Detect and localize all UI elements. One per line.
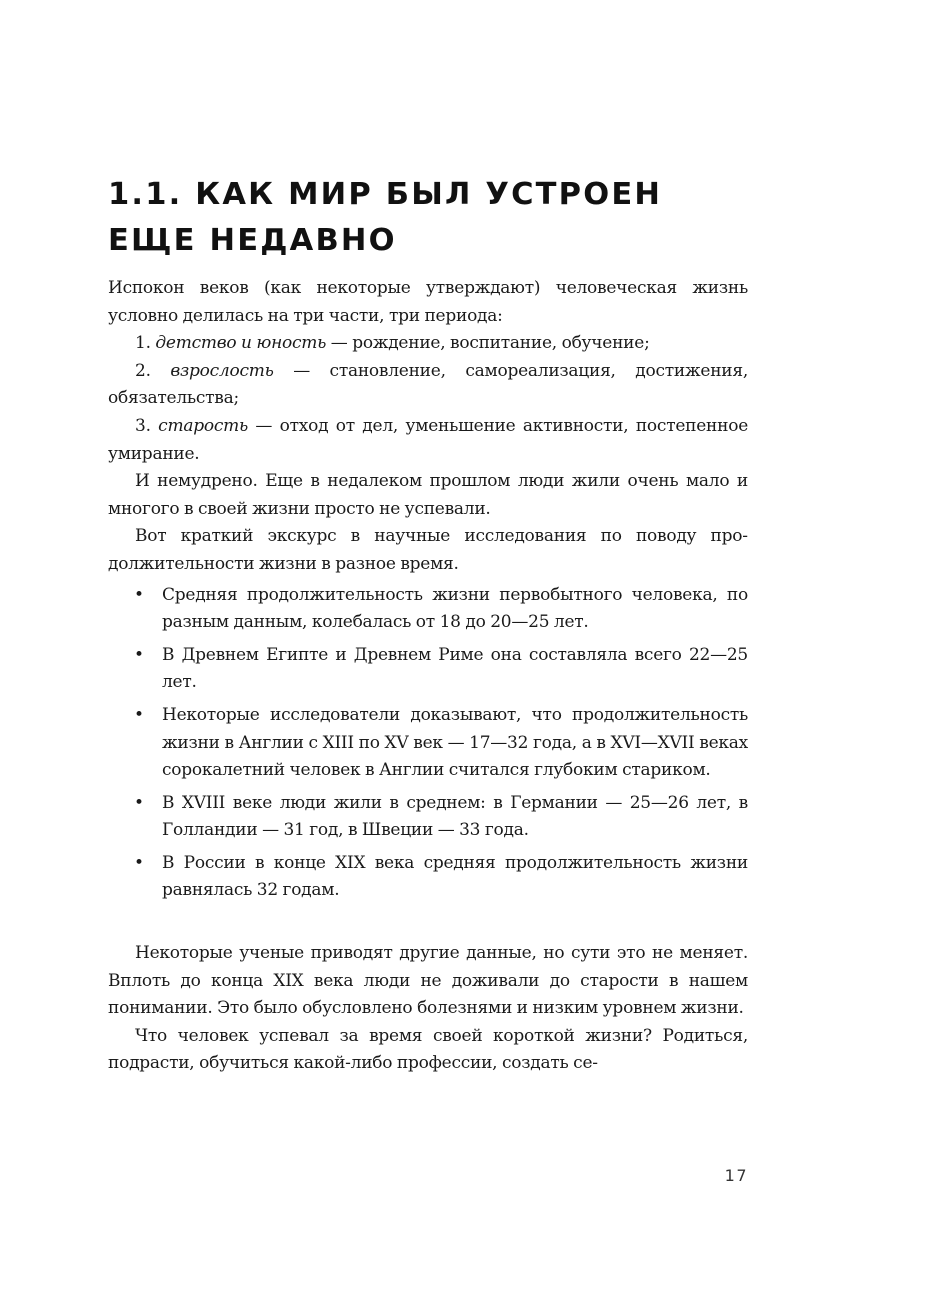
bullet-text: Некоторые исследователи доказывают, что продолжительность жизни в Англии с XIII по XV век — 17—32 года, а в XVI—XVII веках сорокалетний человек в Англии считался глубоким стариком. [162, 704, 748, 781]
chapter-title-line-1: 1.1. КАК МИР БЫЛ УСТРОЕН [108, 177, 663, 212]
bullet-text: Средняя продолжительность жизни первобытного человека, по разным данным, колебалась от 18 до 20—25 лет. [162, 584, 748, 633]
bullet-item [108, 850, 748, 905]
period-number: 1. [135, 333, 156, 354]
period-description: — отход от дел, уменьшение активности, постепенное умирание. [108, 415, 749, 464]
bullet-icon: • [134, 704, 144, 725]
chapter-title [108, 172, 748, 264]
paragraph-spacer [108, 910, 748, 940]
paragraph-nemudreno: И немудрено. Еще в недалеком прошлом люди жили очень мало и многого в своей жизни просто не успевали. [108, 471, 748, 519]
bullet-icon: • [134, 852, 144, 873]
bullet-icon: • [134, 644, 144, 665]
bullet-item [108, 790, 748, 845]
bullet-text: В Древнем Египте и Древнем Риме она составляла всего 22—25 лет. [162, 644, 748, 693]
bullet-item [108, 582, 748, 637]
bullet-text: В XVIII веке люди жили в среднем: в Германии — 25—26 лет, в Голландии — 31 год, в Швеции — 33 года. [162, 792, 748, 841]
bullet-icon: • [134, 792, 144, 813]
body-text [108, 275, 748, 1078]
period-item-2 [108, 358, 748, 413]
paragraph-chto: Что человек успевал за время своей короткой жизни? Родиться, подрасти, обучиться какой-либо профессии, создать се- [108, 1025, 748, 1074]
period-number: 3. [135, 415, 159, 436]
book-page [108, 0, 748, 1300]
bullet-icon: • [134, 584, 144, 605]
bullet-text: В России в конце XIX века средняя продолжительность жизни равнялась 32 годам. [162, 852, 748, 901]
chapter-title-line-2: ЕЩЕ НЕДАВНО [108, 223, 397, 258]
bullet-item [108, 642, 748, 697]
period-description: — становление, самореализация, достижения, обязательства; [108, 360, 748, 409]
page-number: 17 [724, 1166, 748, 1185]
period-item-1 [108, 330, 748, 358]
paragraph-ekskurs: Вот краткий экскурс в научные исследования по поводу продолжительности жизни в разное время. [108, 526, 748, 574]
period-term: детство и юность [155, 333, 327, 354]
period-number: 2. [135, 360, 171, 381]
intro-paragraph: Испокон веков (как некоторые утверждают) человеческая жизнь условно делилась на три части, три периода: [108, 278, 748, 326]
bullet-list [108, 582, 748, 906]
bullet-item [108, 702, 748, 785]
paragraph-uchenye: Некоторые ученые приводят другие данные, но сути это не меняет. Вплоть до конца XIX века люди не доживали до старости в нашем понимании. Это было обусловлено болезнями и низким уровнем жизни. [108, 943, 748, 1019]
period-item-3 [108, 413, 748, 468]
period-term: взрослость [170, 360, 274, 381]
period-term: старость [158, 415, 248, 436]
period-description: — рождение, воспитание, обучение; [326, 333, 650, 354]
